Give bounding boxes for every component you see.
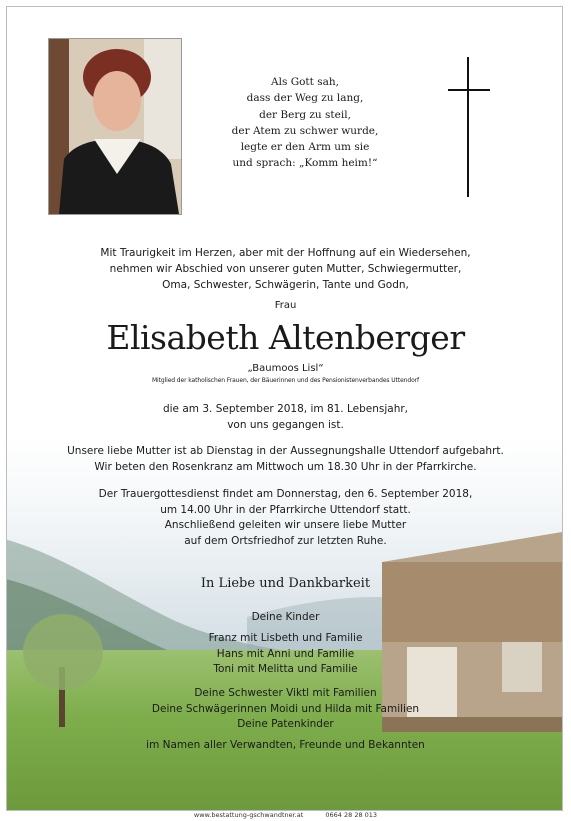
funeral-line: Anschließend geleiten wir unsere liebe Mutter	[164, 519, 407, 531]
relative-entry: Deine Schwester Viktl mit Familien	[194, 687, 377, 699]
membership-note: Mitglied der katholischen Frauen, der Bäuerinnen und des Pensionistenverbandes Uttendorf	[151, 377, 420, 384]
funeral-notice	[0, 487, 571, 549]
poem-line: der Berg zu steil,	[259, 108, 351, 121]
funeral-line: Der Trauergottesdienst findet am Donnerstag, den 6. September 2018,	[98, 488, 473, 500]
portrait-image	[49, 39, 181, 214]
footer-phone: 0664 28 28 013	[325, 811, 378, 819]
children-heading: Deine Kinder	[251, 611, 320, 623]
death-line: die am 3. September 2018, im 81. Lebensjahr,	[162, 403, 409, 415]
nickname: „Baumoos Lisl“	[247, 363, 324, 374]
relative-entry: Deine Schwägerinnen Moidi und Hilda mit Familien	[151, 702, 420, 715]
wake-line: Unsere liebe Mutter ist ab Dienstag in der Aussegnungshalle Uttendorf aufgebahrt.	[67, 445, 504, 457]
relative-entry: Deine Patenkinder	[237, 718, 334, 730]
child-entry: Hans mit Anni und Familie	[216, 647, 355, 660]
poem-line: legte er den Arm um sie	[240, 141, 370, 154]
poem-line: dass der Weg zu lang,	[246, 92, 364, 105]
wake-line: Wir beten den Rosenkranz am Mittwoch um 18.30 Uhr in der Pfarrkirche.	[94, 460, 477, 473]
children-list	[0, 631, 571, 678]
poem	[205, 74, 405, 172]
child-entry: Franz mit Lisbeth und Familie	[208, 632, 363, 644]
footer	[0, 811, 571, 819]
footer-website: www.bestattung-gschwandtner.at	[193, 811, 304, 819]
poem-line: der Atem zu schwer wurde,	[231, 124, 379, 137]
death-notice	[0, 402, 571, 433]
closing-title: In Liebe und Dankbarkeit	[200, 576, 371, 591]
intro-line: nehmen wir Abschied von unserer guten Mutter, Schwiegermutter,	[109, 263, 462, 275]
wake-notice	[0, 444, 571, 475]
relatives-list	[0, 686, 571, 733]
intro-line: Oma, Schwester, Schwägerin, Tante und Godn,	[162, 279, 409, 291]
intro-line: Mit Traurigkeit im Herzen, aber mit der Hoffnung auf ein Wiedersehen,	[100, 247, 471, 259]
death-line: von uns gegangen ist.	[227, 418, 344, 431]
funeral-line: auf dem Ortsfriedhof zur letzten Ruhe.	[184, 534, 387, 547]
cross-icon	[444, 57, 494, 197]
deceased-name: Elisabeth Altenberger	[106, 318, 465, 357]
salutation: Frau	[274, 300, 297, 311]
intro-text	[40, 245, 531, 293]
poem-line: Als Gott sah,	[271, 76, 339, 88]
others-line: im Namen aller Verwandten, Freunde und Bekannten	[146, 739, 425, 751]
portrait-photo	[48, 38, 182, 215]
funeral-line: um 14.00 Uhr in der Pfarrkirche Uttendorf statt.	[160, 503, 411, 516]
child-entry: Toni mit Melitta und Familie	[213, 663, 358, 675]
poem-line: und sprach: „Komm heim!“	[232, 157, 378, 170]
